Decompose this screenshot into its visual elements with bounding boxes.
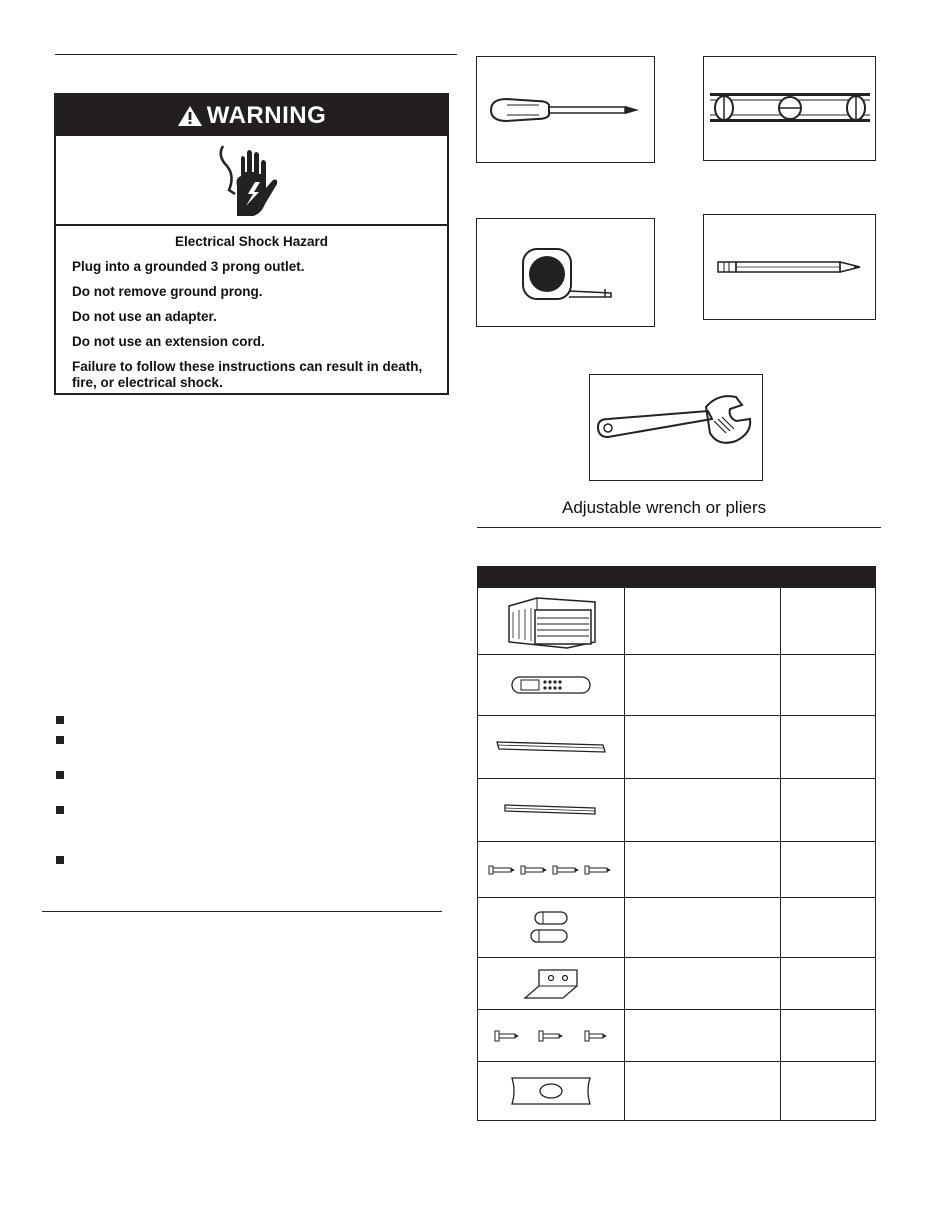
table-cell-image bbox=[478, 842, 625, 898]
table-cell-qty bbox=[780, 1010, 875, 1062]
tools-bottom-rule bbox=[477, 527, 881, 528]
table-row bbox=[478, 588, 876, 655]
remote-control-icon bbox=[511, 675, 591, 695]
bullet-marker bbox=[56, 716, 64, 724]
table-cell-qty bbox=[780, 1062, 875, 1121]
table-cell-image bbox=[478, 779, 625, 842]
warning-box bbox=[54, 93, 449, 395]
bullet-marker bbox=[56, 856, 64, 864]
parts-table-grid bbox=[477, 587, 876, 1121]
table-cell-name bbox=[624, 1062, 780, 1121]
table-cell-image bbox=[478, 898, 625, 958]
phillips-screwdriver-icon bbox=[477, 57, 654, 162]
warning-line: Do not use an adapter. bbox=[72, 309, 217, 324]
warning-title: Electrical Shock Hazard bbox=[174, 234, 329, 249]
table-cell-name bbox=[624, 1010, 780, 1062]
bullet-marker bbox=[56, 806, 64, 814]
table-cell-image bbox=[478, 655, 625, 716]
table-cell-qty bbox=[780, 779, 875, 842]
tool-screwdriver bbox=[476, 56, 655, 163]
table-row bbox=[478, 1010, 876, 1062]
table-cell-name bbox=[624, 842, 780, 898]
table-cell-qty bbox=[780, 716, 875, 779]
bottom-left-rule bbox=[42, 911, 442, 912]
warning-line: Plug into a grounded 3 prong outlet. bbox=[72, 259, 305, 274]
table-row bbox=[478, 779, 876, 842]
tool-tape-measure bbox=[476, 218, 655, 327]
adjustable-wrench-icon bbox=[590, 375, 762, 480]
tool-wrench bbox=[589, 374, 763, 481]
table-cell-qty bbox=[780, 898, 875, 958]
level-icon bbox=[704, 57, 875, 160]
three-screws-icon bbox=[493, 1028, 609, 1044]
table-cell-qty bbox=[780, 842, 875, 898]
warning-line: Failure to follow these instructions can result in death, fire, or electrical shock. bbox=[72, 359, 423, 390]
table-cell-image bbox=[478, 1010, 625, 1062]
table-cell-qty bbox=[780, 958, 875, 1010]
table-row bbox=[478, 716, 876, 779]
electrical-shock-hand-icon bbox=[215, 142, 287, 222]
parts-table-header bbox=[477, 566, 876, 587]
table-row bbox=[478, 655, 876, 716]
warning-body bbox=[56, 226, 447, 391]
parts-table bbox=[477, 566, 876, 1121]
table-cell-image bbox=[478, 588, 625, 655]
table-cell-name bbox=[624, 958, 780, 1010]
warning-line: Do not use an extension cord. bbox=[72, 334, 265, 349]
pencil-icon bbox=[704, 215, 875, 319]
batteries-icon bbox=[529, 908, 573, 948]
table-row bbox=[478, 958, 876, 1010]
tool-pencil bbox=[703, 214, 876, 320]
table-cell-name bbox=[624, 655, 780, 716]
wrench-caption: Adjustable wrench or pliers bbox=[562, 498, 767, 517]
tape-measure-icon bbox=[477, 219, 654, 326]
table-row bbox=[478, 898, 876, 958]
table-row bbox=[478, 1062, 876, 1121]
warning-header-text: WARNING bbox=[206, 101, 327, 129]
warning-line: Do not remove ground prong. bbox=[72, 284, 263, 299]
table-cell-qty bbox=[780, 588, 875, 655]
warning-triangle-icon bbox=[177, 105, 203, 127]
foam-seal-icon bbox=[506, 1074, 596, 1108]
short-bar-icon bbox=[501, 802, 601, 818]
four-screws-icon bbox=[487, 863, 615, 877]
table-cell-name bbox=[624, 716, 780, 779]
table-cell-image bbox=[478, 716, 625, 779]
table-cell-image bbox=[478, 958, 625, 1010]
top-left-rule bbox=[55, 54, 457, 55]
table-cell-name bbox=[624, 588, 780, 655]
tool-level bbox=[703, 56, 876, 161]
table-cell-qty bbox=[780, 655, 875, 716]
bracket-icon bbox=[519, 966, 583, 1002]
long-bar-icon bbox=[495, 739, 607, 755]
warning-icon-area bbox=[56, 136, 447, 226]
table-cell-name bbox=[624, 779, 780, 842]
table-cell-image bbox=[478, 1062, 625, 1121]
warning-header bbox=[56, 95, 447, 136]
table-cell-name bbox=[624, 898, 780, 958]
bullet-marker bbox=[56, 771, 64, 779]
table-row bbox=[478, 842, 876, 898]
bullet-marker bbox=[56, 736, 64, 744]
air-conditioner-unit-icon bbox=[501, 592, 601, 650]
